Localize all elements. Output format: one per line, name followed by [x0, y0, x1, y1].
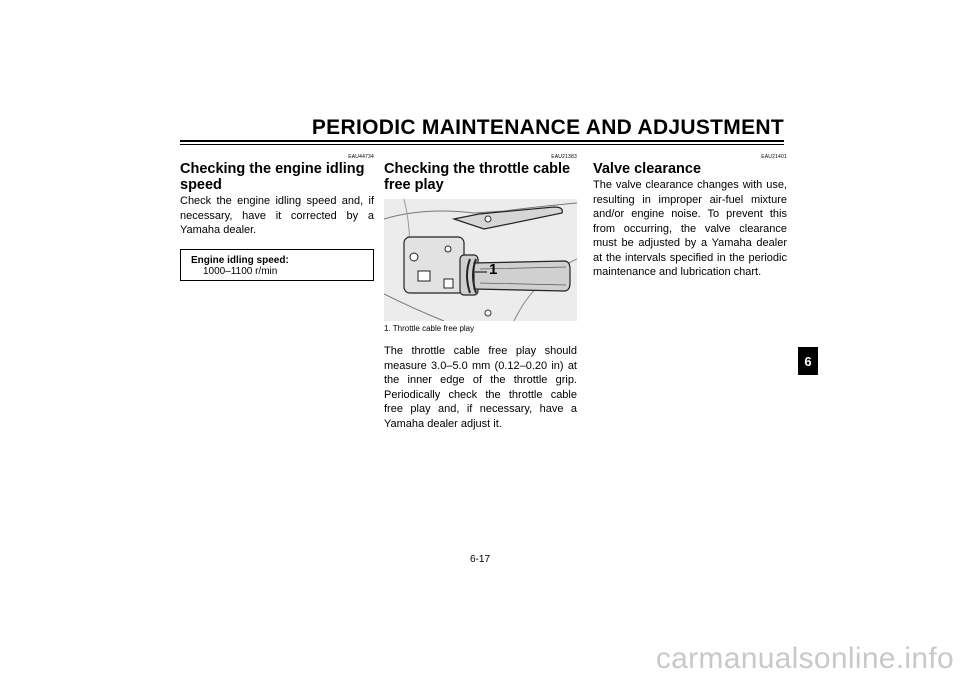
- header-rule-thin: [180, 144, 784, 145]
- throttle-grip-figure: [384, 199, 577, 321]
- watermark: carmanualsonline.info: [655, 642, 954, 675]
- chapter-tab: 6: [798, 347, 818, 375]
- page-header-title: PERIODIC MAINTENANCE AND ADJUSTMENT: [311, 116, 784, 139]
- section-body: The throttle cable free play should measure 3.0–5.0 mm (0.12–0.20 in) at the inner edge of the throttle grip. Periodically check the throttle cable free play and, if necessary, have a Yamaha dealer adjust it.: [384, 345, 577, 430]
- header-rule-thick: [180, 140, 784, 142]
- section-body: Check the engine idling speed and, if necessary, have it corrected by a Yamaha dealer.: [180, 195, 374, 236]
- section-code: EAU44734: [348, 154, 374, 160]
- section-code: EAU21401: [761, 154, 787, 160]
- section-engine-idling: [180, 150, 374, 281]
- section-heading: Valve clearance: [593, 161, 702, 177]
- page-number: 6-17: [469, 554, 490, 565]
- section-valve-clearance: [593, 150, 787, 280]
- spec-label: Engine idling speed:: [191, 254, 289, 266]
- section-heading: Checking the engine idling speed: [180, 161, 365, 193]
- spec-box: [180, 249, 374, 281]
- section-code: EAU21383: [551, 154, 577, 160]
- section-body: The valve clearance changes with use, resulting in improper air-fuel mixture and/or engine noise. To prevent this from occurring, the valve clearance must be adjusted by a Yamaha dealer at the intervals specified in the periodic maintenance and lubrication chart.: [593, 179, 787, 278]
- section-throttle-cable: [384, 150, 577, 431]
- spec-value: 1000–1100 r/min: [203, 265, 278, 277]
- figure-caption: 1. Throttle cable free play: [384, 324, 475, 333]
- figure-callout-number: 1: [489, 261, 498, 278]
- section-heading: Checking the throttle cable free play: [384, 161, 571, 193]
- throttle-grip-illustration: [384, 199, 577, 321]
